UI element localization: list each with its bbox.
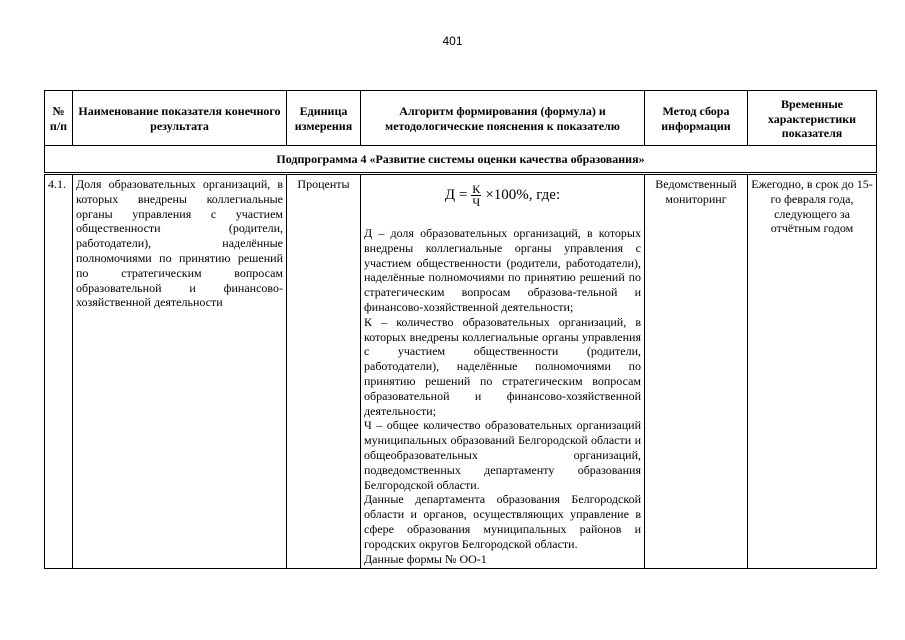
indicator-table: [44, 90, 877, 569]
page-number: 401: [442, 34, 463, 48]
subprogram-title: Подпрограмма 4 «Развитие системы оценки качества образования»: [45, 146, 877, 174]
row-num: 4.1.: [45, 174, 73, 569]
header-time: Временные характеристики показателя: [748, 91, 877, 146]
formula-lhs: Д =: [444, 187, 468, 204]
header-row: [45, 91, 877, 146]
algo-paragraph-form: Данные формы № ОО-1: [364, 551, 487, 566]
subprogram-row: [45, 146, 877, 174]
header-name: Наименование показателя конечного результата: [73, 91, 287, 146]
formula-fraction: [471, 183, 481, 208]
formula-denominator: Ч: [472, 195, 481, 209]
algo-paragraph-ch: Ч – общее количество образовательных организаций муниципальных образований Белгородской области и общеобразовательных организаций, подведомственных департаменту образования Белгородской области.: [364, 418, 641, 492]
row-algorithm: [361, 174, 645, 569]
header-unit: Единица измерения: [287, 91, 361, 146]
algo-paragraph-k: К – количество образовательных организаций, в которых внедрены коллегиальные органы управления с участием общественности (родители, работодатели), наделённые полномочиями по принятию решений по стратегическим вопросам образовательной и финансово-хозяйственной деятельности;: [364, 314, 641, 418]
algo-paragraph-d: Д – доля образовательных организаций, в которых внедрены коллегиальные органы управления с участием общественности (родители, работодатели), наделённые полномочиями по принятию решений по стратегическим вопросам образова-тельной и финансово-хозяйственной деятельности;: [364, 226, 641, 314]
row-indicator-name: Доля образовательных организаций, в которых внедрены коллегиальные органы управления с участием общественности (родители, работодатели), наделённые полномочиями по принятию решений по стратегическим вопросам образовательной и финансово-хозяйственной деятельности: [73, 174, 287, 569]
header-algorithm: Алгоритм формирования (формула) и методологические пояснения к показателю: [361, 91, 645, 146]
formula-rhs: ×100%, где:: [485, 187, 561, 204]
row-unit: Проценты: [287, 174, 361, 569]
formula-numerator: К: [472, 182, 481, 196]
formula: [364, 183, 641, 208]
header-method: Метод сбора информации: [645, 91, 748, 146]
table-row: [45, 174, 877, 569]
row-time: Ежегодно, в срок до 15-го февраля года, следующего за отчётным годом: [748, 174, 877, 569]
header-num: № п/п: [45, 91, 73, 146]
row-method: Ведомственный мониторинг: [645, 174, 748, 569]
algo-paragraph-sources: Данные департамента образования Белгородской области и органов, осуществляющих управление в сфере образования муниципальных районов и городских округов Белгородской области.: [364, 492, 641, 551]
